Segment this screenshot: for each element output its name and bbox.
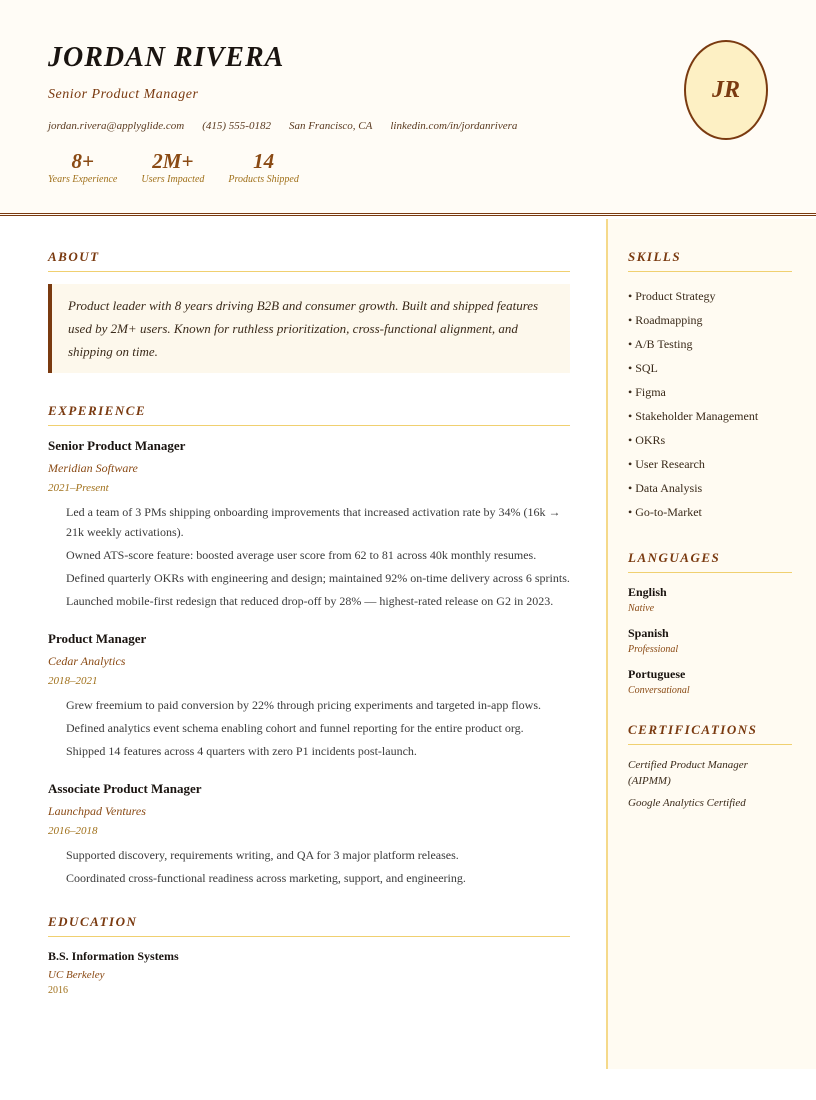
- job-bullet: Coordinated cross-functional readiness across marketing, support, and engineering.: [66, 871, 466, 885]
- skill-item: • Figma: [628, 385, 666, 399]
- candidate-title: Senior Product Manager: [48, 87, 199, 102]
- section-heading-skills: SKILLS: [628, 249, 792, 272]
- contact-info: [48, 120, 517, 132]
- school: UC Berkeley: [48, 969, 105, 981]
- skill-item: • Go-to-Market: [628, 505, 702, 519]
- company: Launchpad Ventures: [48, 804, 146, 818]
- email[interactable]: jordan.rivera@applyglide.com: [48, 120, 185, 132]
- job-bullet: Defined analytics event schema enabling cohort and funnel reporting for the entire product org.: [66, 721, 524, 735]
- job-dates: 2018–2021: [48, 675, 98, 687]
- job-bullet: Grew freemium to paid conversion by 22% through pricing experiments and targeted in-app flows.: [66, 698, 541, 712]
- language-item: [628, 585, 792, 614]
- language-name: English: [628, 585, 667, 599]
- skill-label: Data Analysis: [635, 481, 703, 495]
- skill-label: OKRs: [635, 433, 666, 447]
- phone: (415) 555-0182: [202, 120, 271, 132]
- location: San Francisco, CA: [288, 120, 373, 132]
- skill-item: • OKRs: [628, 433, 666, 447]
- job-entry: [48, 631, 570, 761]
- job-title: Senior Product Manager: [48, 438, 186, 453]
- degree: B.S. Information Systems: [48, 949, 179, 963]
- language-level: Conversational: [628, 685, 690, 696]
- job-bullet: Supported discovery, requirements writing, and QA for 3 major platform releases.: [66, 848, 459, 862]
- language-level: Professional: [628, 644, 679, 655]
- main-column: [48, 219, 570, 1004]
- experience-list: [48, 438, 570, 888]
- stat-value: 14: [253, 149, 275, 173]
- skill-label: Roadmapping: [635, 313, 703, 327]
- skill-label: Product Strategy: [635, 289, 716, 303]
- about-text: Product leader with 8 years driving B2B and consumer growth. Built and shipped features used by 2M+ users. Known for ruthless prioritization, cross-functional alignment, and shipping on time.: [48, 284, 570, 373]
- resume-header: [0, 0, 816, 216]
- language-item: [628, 626, 792, 655]
- stat-products: [228, 148, 298, 185]
- section-heading-experience: EXPERIENCE: [48, 403, 570, 426]
- job-bullet: Shipped 14 features across 4 quarters with zero P1 incidents post-launch.: [66, 744, 417, 758]
- section-heading-certifications: CERTIFICATIONS: [628, 722, 792, 745]
- certification-item: Certified Product Manager (AIPMM): [628, 759, 748, 787]
- stat-value: 2M+: [152, 149, 194, 173]
- skill-item: • SQL: [628, 361, 658, 375]
- language-name: Portuguese: [628, 667, 686, 681]
- certification-item: Google Analytics Certified: [628, 797, 746, 809]
- skill-item: • Data Analysis: [628, 481, 703, 495]
- job-entry: [48, 781, 570, 888]
- skills-list: [628, 284, 792, 524]
- avatar: JR: [684, 40, 768, 140]
- section-heading-education: EDUCATION: [48, 914, 570, 937]
- languages-list: [628, 585, 792, 696]
- stat-label: Users Impacted: [141, 174, 205, 185]
- skill-item: • Stakeholder Management: [628, 409, 759, 423]
- job-entry: [48, 438, 570, 611]
- stat-label: Years Experience: [48, 174, 118, 185]
- sidebar: [606, 219, 816, 1069]
- section-heading-languages: LANGUAGES: [628, 550, 792, 573]
- language-name: Spanish: [628, 626, 669, 640]
- skill-label: Go-to-Market: [635, 505, 702, 519]
- skill-label: A/B Testing: [634, 337, 693, 351]
- language-item: [628, 667, 792, 696]
- skill-item: • User Research: [628, 457, 705, 471]
- stat-label: Products Shipped: [228, 174, 299, 185]
- job-title: Associate Product Manager: [48, 781, 202, 796]
- skill-item: • Roadmapping: [628, 313, 703, 327]
- job-bullet: Launched mobile-first redesign that reduced drop-off by 28% — highest-rated release on G2 in 2023.: [66, 594, 554, 608]
- stat-users: [141, 148, 204, 185]
- skill-item: • A/B Testing: [628, 337, 693, 351]
- skill-label: SQL: [635, 361, 658, 375]
- job-title: Product Manager: [48, 631, 147, 646]
- linkedin-link[interactable]: linkedin.com/in/jordanrivera: [390, 120, 518, 132]
- job-dates: 2016–2018: [48, 825, 98, 837]
- candidate-name: JORDAN RIVERA: [48, 42, 285, 73]
- stat-value: 8+: [71, 149, 94, 173]
- job-bullet: Led a team of 3 PMs shipping onboarding improvements that increased activation rate by 34% (16k → 21k weekly activations).: [66, 505, 561, 539]
- job-bullet: Defined quarterly OKRs with engineering and design; maintained 92% on-time delivery across 6 sprints.: [66, 571, 570, 585]
- skill-item: • Product Strategy: [628, 289, 716, 303]
- certifications-list: [628, 757, 792, 811]
- skill-label: Figma: [635, 385, 666, 399]
- language-level: Native: [628, 603, 655, 614]
- skill-label: Stakeholder Management: [635, 409, 759, 423]
- stats: [48, 148, 299, 185]
- skill-label: User Research: [635, 457, 705, 471]
- grad-year: 2016: [48, 985, 68, 996]
- section-heading-about: ABOUT: [48, 249, 570, 272]
- stat-years: [48, 148, 117, 185]
- job-dates: 2021–Present: [48, 482, 109, 494]
- company: Meridian Software: [48, 461, 138, 475]
- company: Cedar Analytics: [48, 654, 126, 668]
- job-bullet: Owned ATS-score feature: boosted average user score from 62 to 81 across 40k monthly resumes.: [66, 548, 537, 562]
